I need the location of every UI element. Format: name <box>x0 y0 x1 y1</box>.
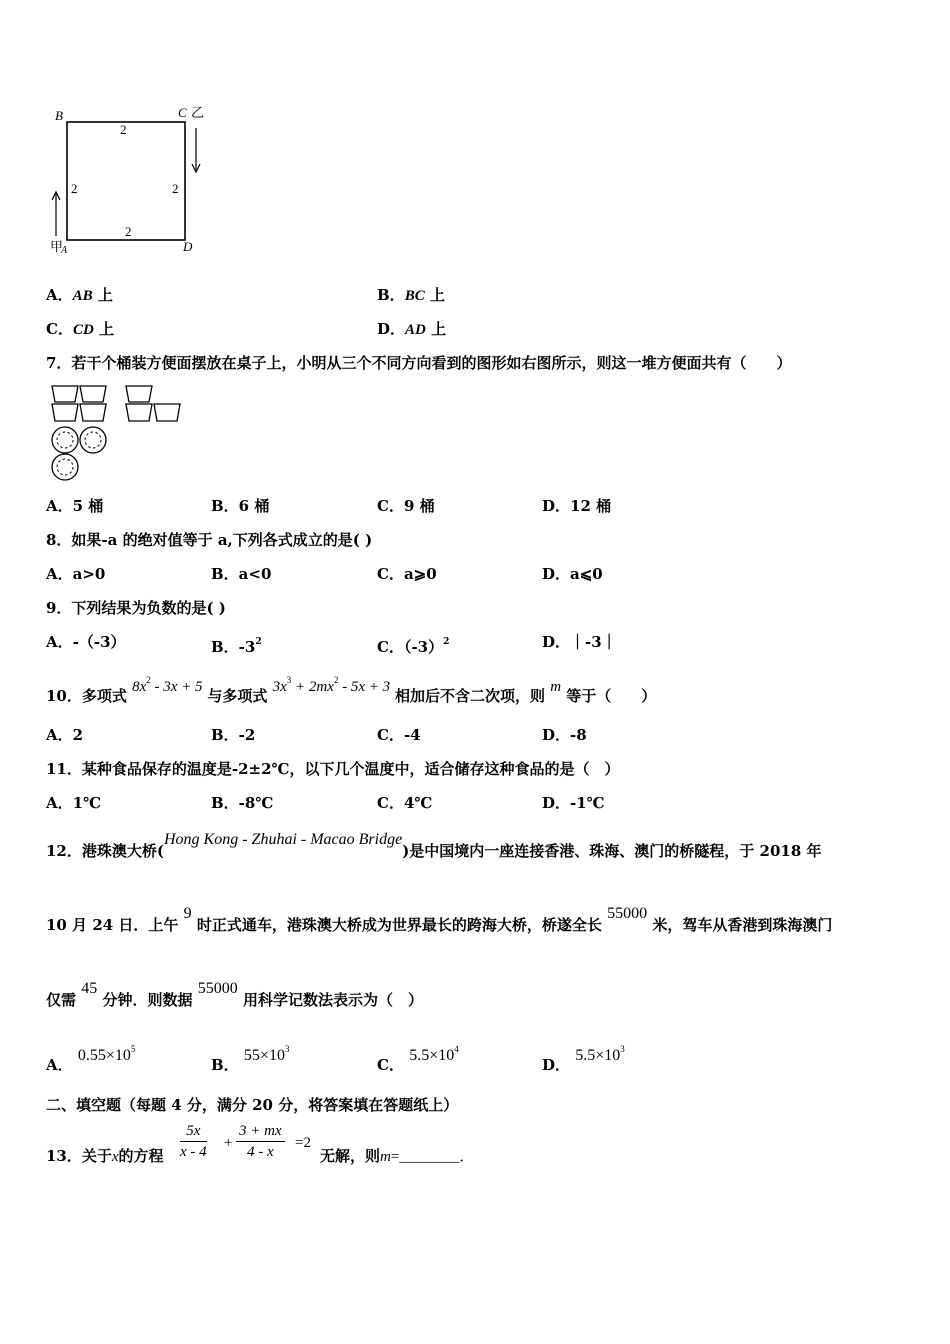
q8-option-a: A．a>0 <box>46 565 106 583</box>
q12-option-d: D． $5.5\times 10^3$ <box>542 1044 625 1074</box>
label-right-2: 2 <box>172 181 179 196</box>
q6-option-d: D．AD 上 <box>377 320 447 338</box>
q9-stem: 9．下列结果为负数的是( ) <box>46 599 226 617</box>
label-jia: 甲 <box>50 239 64 254</box>
q7-option-b: B．6 桶 <box>211 497 270 515</box>
label-b: B <box>55 108 63 123</box>
q12-line1: 12．港珠澳大桥(Hong Kong - Zhuhai - Macao Bridge)是中国境内一座连接香港、珠海、澳门的桥隧程，于 2018 年 <box>46 831 822 860</box>
label-a: A <box>61 245 68 256</box>
q12-option-b: B． $55\times 10^3$ <box>211 1044 290 1074</box>
label-left-2: 2 <box>71 181 78 196</box>
label-c: C <box>178 105 187 120</box>
q8-option-d: D．a⩽0 <box>542 565 603 583</box>
q9-option-c: C．$(-3)^2$ <box>377 637 450 656</box>
label-bottom-2: 2 <box>125 224 132 239</box>
q6-option-a: A．AB 上 <box>46 286 113 304</box>
q9-option-a: A．-（-3） <box>46 633 126 651</box>
q7-three-views-figure <box>48 383 188 483</box>
q11-stem: 11．某种食品保存的温度是-2±2℃，以下几个温度中，适合储存这种食品的是（ ） <box>46 760 620 778</box>
q12-option-c: C． $5.5\times 10^4$ <box>377 1044 459 1074</box>
label-d: D <box>183 239 193 254</box>
q9-c-exponent: 2 <box>443 637 450 647</box>
q9-b-exponent: 2 <box>255 637 262 647</box>
q8-option-b: B．a<0 <box>211 565 272 583</box>
q10-stem: 10．多项式 $8x^2 - 3x + 5$ 与多项式 $3x^3 + 2mx^2 - 5x + 3$ 相加后不含二次项，则 m 等于（ ） <box>46 675 657 705</box>
q8-stem: 8．如果-a 的绝对值等于 a,下列各式成立的是( ) <box>46 531 373 549</box>
q10-option-d: D．-8 <box>542 726 587 744</box>
q9-option-b: B．$-3^2$ <box>211 637 262 656</box>
q13-post: 无解，则m=________． <box>320 1147 475 1165</box>
q13-equals: =2 <box>295 1135 311 1151</box>
q11-option-a: A．1℃ <box>46 794 102 812</box>
label-yi: 乙 <box>191 105 205 120</box>
q7-stem: 7．若干个桶装方便面摆放在桌子上，小明从三个不同方向看到的图形如右图所示，则这一堆方便面共有（ ） <box>46 354 792 372</box>
q12-option-a: A． $0.55\times 10^5$ <box>46 1044 136 1074</box>
q13-plus: + <box>224 1135 233 1151</box>
q10-option-a: A．2 <box>46 726 84 744</box>
q6-option-b: B．BC 上 <box>377 286 445 304</box>
label-top-2: 2 <box>120 122 127 137</box>
q11-option-b: B．-8℃ <box>211 794 274 812</box>
q13-fraction-1: $\frac{5x}{x - 4}$ <box>180 1123 207 1160</box>
q12-line3: 仅需 45 分钟．则数据 55000 用科学记数法表示为（ ） <box>46 980 423 1009</box>
q10-poly2: $3x^3 + 2mx^2 - 5x + 3$ <box>272 675 391 695</box>
q12-line2: 10 月 24 日．上午 9 时正式通车，港珠澳大桥成为世界最长的跨海大桥，桥遂全长 55000 米，驾车从香港到珠海澳门 <box>46 905 833 934</box>
q8-option-c: C．a⩾0 <box>377 565 437 583</box>
q12-bridge-english: Hong Kong - Zhuhai - Macao Bridge <box>163 831 403 848</box>
section-2-heading: 二、填空题（每题 4 分，满分 20 分，将答案填在答题纸上） <box>46 1096 459 1114</box>
q7-option-d: D．12 桶 <box>542 497 612 515</box>
q9-option-d: D．｜-3｜ <box>542 633 617 651</box>
q10-option-b: B．-2 <box>211 726 256 744</box>
q11-option-c: C．4℃ <box>377 794 433 812</box>
q7-option-c: C．9 桶 <box>377 497 435 515</box>
q10-poly1: $8x^2 - 3x + 5$ <box>132 675 203 695</box>
q13-pre: 13．关于x的方程 <box>46 1147 164 1165</box>
q13-answer-blank: =________． <box>390 1149 475 1165</box>
q7-option-a: A．5 桶 <box>46 497 104 515</box>
q10-var-m: m <box>550 679 562 695</box>
q11-option-d: D．-1℃ <box>542 794 605 812</box>
q13-fraction-2: $\frac{3 + mx}{4 - x}$ <box>236 1121 285 1162</box>
q10-option-c: C．-4 <box>377 726 421 744</box>
q6-square-figure <box>45 98 225 258</box>
q6-option-c: C．CD 上 <box>46 320 115 338</box>
